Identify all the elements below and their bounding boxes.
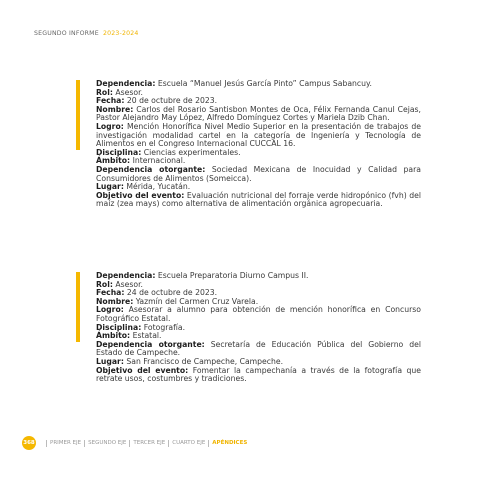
field-rol: Rol: Asesor. [96, 279, 143, 289]
nav-item-cuarto-eje[interactable]: CUARTO EJE [168, 440, 208, 447]
nav-item-primer-eje[interactable]: PRIMER EJE [46, 440, 84, 447]
field-nombre: Nombre: Yazmín del Carmen Cruz Varela. [96, 296, 259, 306]
field-lugar: Lugar: Mérida, Yucatán. [96, 182, 191, 192]
field-objetivo: Objetivo del evento: Fomentar la campechanía a través de la fotografía que retrate usos, costumbres y tradiciones. [96, 365, 421, 384]
entry-content [96, 80, 421, 209]
field-objetivo: Objetivo del evento: Evaluación nutricional del forraje verde hidropónico (fvh) del maíz (zea mays) como alternativa de alimentación orgánica agropecuaria. [96, 190, 421, 209]
section-nav [46, 440, 250, 447]
field-fecha: Fecha: 20 de octubre de 2023. [96, 96, 218, 106]
field-ambito: Ámbito: Internacional. [96, 156, 186, 166]
field-disciplina: Disciplina: Fotografía. [96, 322, 186, 332]
running-header [34, 30, 139, 37]
accent-bar [76, 272, 80, 342]
page-number: 368 [22, 436, 36, 450]
field-ambito: Ámbito: Estatal. [96, 331, 162, 341]
field-logro: Logro: Asesorar a alumno para obtención de mención honorífica en Concurso Fotográfico Estatal. [96, 305, 421, 323]
field-nombre: Nombre: Carlos del Rosario Santisbon Montes de Oca, Félix Fernanda Canul Cejas, Pastor Alejandro May López, Alfredo Domínguez Cortes y Mariela Dzib Chan. [96, 104, 421, 123]
accent-bar [76, 80, 80, 150]
field-lugar: Lugar: San Francisco de Campeche, Campeche. [96, 356, 284, 366]
field-disciplina: Disciplina: Ciencias experimentales. [96, 147, 241, 157]
page-footer [22, 436, 250, 450]
field-otorgante: Dependencia otorgante: Sociedad Mexicana de Inocuidad y Calidad para Consumidores de Alimentos (Someicca). [96, 164, 421, 183]
nav-item-tercer-eje[interactable]: TERCER EJE [129, 440, 168, 447]
header-years: 2023-2024 [103, 30, 139, 37]
header-title: SEGUNDO INFORME [34, 30, 99, 37]
field-dependencia: Dependencia: Escuela “Manuel Jesús García Pinto” Campus Sabancuy. [96, 79, 372, 88]
field-rol: Rol: Asesor. [96, 87, 143, 97]
nav-item-apendices[interactable]: APÉNDICES [208, 440, 250, 447]
nav-item-segundo-eje[interactable]: SEGUNDO EJE [84, 440, 129, 447]
field-dependencia: Dependencia: Escuela Preparatoria Diurno Campus II. [96, 271, 309, 280]
field-fecha: Fecha: 24 de octubre de 2023. [96, 288, 218, 298]
field-otorgante: Dependencia otorgante: Secretaría de Educación Pública del Gobierno del Estado de Campeche. [96, 339, 421, 358]
field-logro: Logro: Mención Honorífica Nivel Medio Superior en la presentación de trabajos de investigación modalidad cartel en la categoría de Ingeniería y Tecnología de Alimentos en el Congreso Internacional CUCCAL 16. [96, 121, 421, 149]
entry-content [96, 272, 421, 384]
